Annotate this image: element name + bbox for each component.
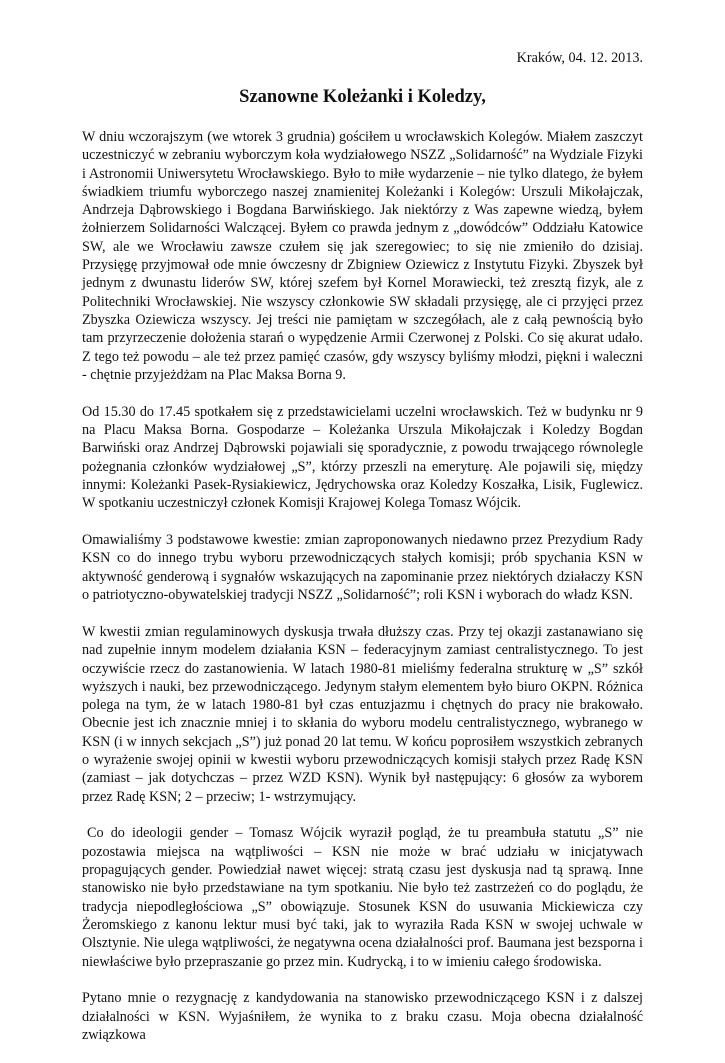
- paragraph-resignation: Pytano mnie o rezygnację z kandydowania na stanowisko przewodniczącego KSN i z dalszej działalności w KSN. Wyjaśniłem, że wynika to z braku czasu. Moja obecna działalność związkowa: [82, 990, 643, 1044]
- salutation-heading: Szanowne Koleżanki i Koledzy,: [239, 87, 486, 107]
- date-line: Kraków, 04. 12. 2013.: [516, 50, 643, 66]
- paragraph-visit-wroclaw: W dniu wczorajszym (we wtorek 3 grudnia) gościłem u wrocławskich Kolegów. Miałem zaszczyt uczestniczyć w zebraniu wyborczym koła wydziałowego NSZZ „Solidarność” na Wydziale Fizyki i Astronomii Uniwersytetu Wrocławskiego. Było to miłe wydarzenie – nie tylko dlatego, że byłem świadkiem triumfu wyborczego naszej znamienitej Koleżanki i Kolegów: Urszuli Mikołajczak, Andrzeja Dąbrowskiego i Bogdana Barwińskiego. Jak niektórzy z Was zapewne wiedzą, byłem żołnierzem Solidarności Walczącej. Byłem co prawda jednym z „dowódców” Oddziału Katowice SW, ale we Wrocławiu zawsze czułem się jak szeregowiec; to się nie zmieniło do dzisiaj. Przysięgę przyjmował ode mnie ówczesny dr Zbigniew Oziewicz z Instytutu Fizyki. Zbyszek był jednym z dwunastu liderów SW, której szefem był Kornel Morawiecki, też zresztą fizyk, ale z Politechniki Wrocławskiej. Nie wszyscy członkowie SW składali przysięgę, ale ci przyjęci przez Zbyszka Oziewicza wszyscy. Jej treści nie pamiętam w szczegółach, ale z całą pewnością było tam przyrzeczenie dołożenia starań o wypędzenie Armii Czerwonej z Polski. Co się akurat udało. Z tego też powodu – ale też przez pamięć czasów, gdy wszyscy byliśmy młodzi, piękni i waleczni - chętnie przyjeżdżam na Plac Maksa Borna 9.: [82, 129, 643, 383]
- letter-body: [82, 128, 643, 1063]
- paragraph-gender-ideology: Co do ideologii gender – Tomasz Wójcik wyraził pogląd, że tu preambuła statutu „S” nie pozostawia miejsca na wątpliwości – KSN nie może w brać udziału w inicjatywach propagujących gender. Powiedział nawet więcej: stratą czasu jest dyskusja nad tą sprawą. Inne stanowisko nie było przedstawiane na tym spotkaniu. Nie było też zastrzeżeń co do poglądu, że tradycja niepodległościowa „S” obowiązuje. Stosunek KSN do usuwania Mickiewicza czy Żeromskiego z kanonu lektur musi być taki, jak to wyraziła Rada KSN w swojej uchwale w Olsztynie. Nie ulega wątpliwości, że negatywna ocena działalności prof. Baumana jest bezsporna i niewłaściwe było przepraszanie go przez min. Kudrycką, i to w imieniu całego środowiska.: [82, 825, 643, 970]
- paragraph-regulations: W kwestii zmian regulaminowych dyskusja trwała dłuższy czas. Przy tej okazji zastanawiano się nad zupełnie innym modelem działania KSN – federacyjnym zamiast centralistycznego. To jest oczywiście rzecz do zastanowienia. W latach 1980-81 mieliśmy federalna strukturę w „S” szkół wyższych i nauki, bez przewodniczącego. Jedynym stałym elementem było biuro OKPN. Różnica polega na tym, że w latach 1980-81 był czas entuzjazmu i chętnych do pracy nie brakowało. Obecnie jest ich znacznie mniej i to skłania do wyboru modelu centralistycznego, wybranego w KSN (i w innych sekcjach „S”) już ponad 20 lat temu. W końcu poprosiłem wszystkich zebranych o wyrażenie swojej opinii w kwestii wyboru przewodniczących komisji stałych przez Radę KSN (zamiast – jak dotychczas – przez WZD KSN). Wynik był następujący: 6 głosów za wyborem przez Radę KSN; 2 – przeciw; 1- wstrzymujący.: [82, 623, 643, 805]
- paragraph-issues: Omawialiśmy 3 podstawowe kwestie: zmian zaproponowanych niedawno przez Prezydium Rady KSN co do innego trybu wyboru przewodniczących stałych komisji; prób spychania KSN w aktywność genderową i sygnałów wskazujących na zapominanie przez niektórych działaczy KSN o patriotyczno-obywatelskiej tradycji NSZZ „Solidarność”; roli KSN i wyborach do władz KSN.: [82, 532, 643, 604]
- paragraph-meeting: Od 15.30 do 17.45 spotkałem się z przedstawicielami uczelni wrocławskich. Też w budynku nr 9 na Placu Maksa Borna. Gospodarze – Koleżanka Urszula Mikołajczak i Koledzy Bogdan Barwiński oraz Andrzej Dąbrowski pojawiali się sporadycznie, z powodu trwającego równolegle pożegnania członków wydziałowej „S”, którzy przeszli na emeryturę. Ale pojawili się, między innymi: Koleżanki Pasek-Rysiakiewicz, Jędrychowska oraz Koledzy Koszałka, Lisik, Fuglewicz. W spotkaniu uczestniczył członek Komisji Krajowej Kolega Tomasz Wójcik.: [82, 403, 643, 512]
